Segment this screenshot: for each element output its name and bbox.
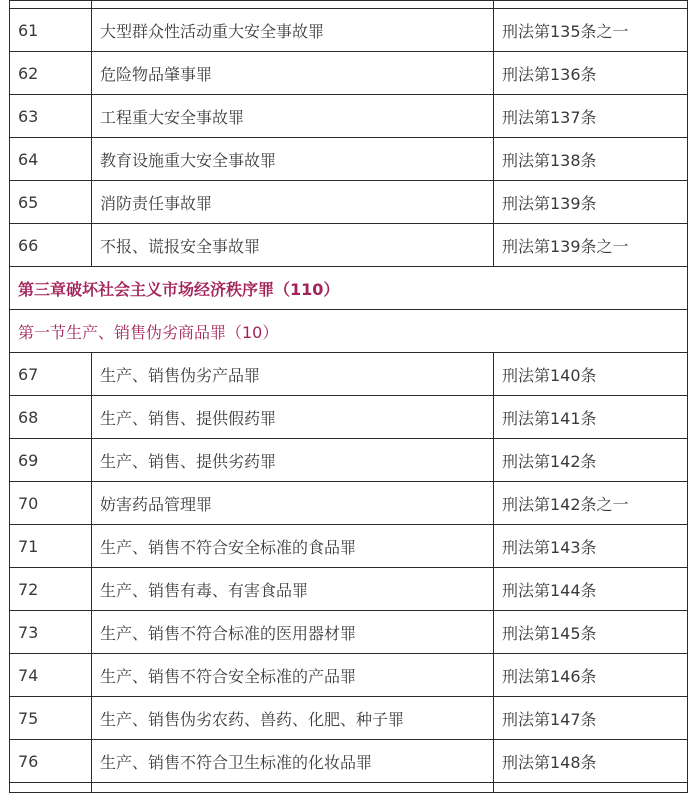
crimes-table — [9, 0, 688, 793]
law-article: 刑法第141条 — [494, 396, 688, 439]
crime-name: 生产、销售有毒、有害食品罪 — [92, 568, 494, 611]
table-row — [10, 52, 688, 95]
row-number: 65 — [10, 181, 92, 224]
row-number: 75 — [10, 697, 92, 740]
row-number: 66 — [10, 224, 92, 267]
crime-name: 生产、销售伪劣农药、兽药、化肥、种子罪 — [92, 697, 494, 740]
law-article: 刑法第139条 — [494, 181, 688, 224]
crime-name: 妨害药品管理罪 — [92, 482, 494, 525]
law-article: 刑法第144条 — [494, 568, 688, 611]
row-number: 73 — [10, 611, 92, 654]
row-number: 74 — [10, 654, 92, 697]
law-article: 刑法第137条 — [494, 95, 688, 138]
table-row-partial-top — [10, 1, 688, 9]
table-row — [10, 697, 688, 740]
cell-empty — [10, 1, 92, 9]
chapter-heading-row — [10, 267, 688, 310]
crime-name: 不报、谎报安全事故罪 — [92, 224, 494, 267]
table-row — [10, 224, 688, 267]
crimes-table-container — [9, 0, 687, 793]
law-article: 刑法第146条 — [494, 654, 688, 697]
cell-empty — [494, 783, 688, 793]
law-article: 刑法第135条之一 — [494, 9, 688, 52]
crime-name: 消防责任事故罪 — [92, 181, 494, 224]
table-row-partial-bottom — [10, 783, 688, 793]
law-article: 刑法第140条 — [494, 353, 688, 396]
row-number: 63 — [10, 95, 92, 138]
table-row — [10, 95, 688, 138]
table-row — [10, 740, 688, 783]
table-row — [10, 353, 688, 396]
row-number: 70 — [10, 482, 92, 525]
law-article: 刑法第143条 — [494, 525, 688, 568]
table-row — [10, 654, 688, 697]
law-article: 刑法第145条 — [494, 611, 688, 654]
table-row — [10, 439, 688, 482]
row-number: 68 — [10, 396, 92, 439]
crime-name: 生产、销售不符合卫生标准的化妆品罪 — [92, 740, 494, 783]
row-number: 72 — [10, 568, 92, 611]
crime-name: 教育设施重大安全事故罪 — [92, 138, 494, 181]
cell-empty — [92, 783, 494, 793]
table-row — [10, 138, 688, 181]
law-article: 刑法第136条 — [494, 52, 688, 95]
row-number: 69 — [10, 439, 92, 482]
crime-name: 生产、销售不符合安全标准的产品罪 — [92, 654, 494, 697]
table-row — [10, 181, 688, 224]
table-row — [10, 396, 688, 439]
row-number: 76 — [10, 740, 92, 783]
cell-empty — [92, 1, 494, 9]
table-row — [10, 611, 688, 654]
table-row — [10, 525, 688, 568]
chapter-heading: 第三章破坏社会主义市场经济秩序罪（110） — [10, 267, 688, 310]
law-article: 刑法第148条 — [494, 740, 688, 783]
row-number: 64 — [10, 138, 92, 181]
section-heading: 第一节生产、销售伪劣商品罪（10） — [10, 310, 688, 353]
row-number: 71 — [10, 525, 92, 568]
table-row — [10, 568, 688, 611]
crime-name: 危险物品肇事罪 — [92, 52, 494, 95]
row-number: 67 — [10, 353, 92, 396]
law-article: 刑法第147条 — [494, 697, 688, 740]
section-heading-row — [10, 310, 688, 353]
crime-name: 生产、销售不符合安全标准的食品罪 — [92, 525, 494, 568]
table-row — [10, 482, 688, 525]
law-article: 刑法第142条 — [494, 439, 688, 482]
crime-name: 大型群众性活动重大安全事故罪 — [92, 9, 494, 52]
crime-name: 生产、销售不符合标准的医用器材罪 — [92, 611, 494, 654]
row-number: 62 — [10, 52, 92, 95]
law-article: 刑法第138条 — [494, 138, 688, 181]
law-article: 刑法第139条之一 — [494, 224, 688, 267]
cell-empty — [494, 1, 688, 9]
cell-empty — [10, 783, 92, 793]
crime-name: 生产、销售、提供劣药罪 — [92, 439, 494, 482]
law-article: 刑法第142条之一 — [494, 482, 688, 525]
row-number: 61 — [10, 9, 92, 52]
table-row — [10, 9, 688, 52]
crime-name: 生产、销售、提供假药罪 — [92, 396, 494, 439]
crime-name: 工程重大安全事故罪 — [92, 95, 494, 138]
crime-name: 生产、销售伪劣产品罪 — [92, 353, 494, 396]
